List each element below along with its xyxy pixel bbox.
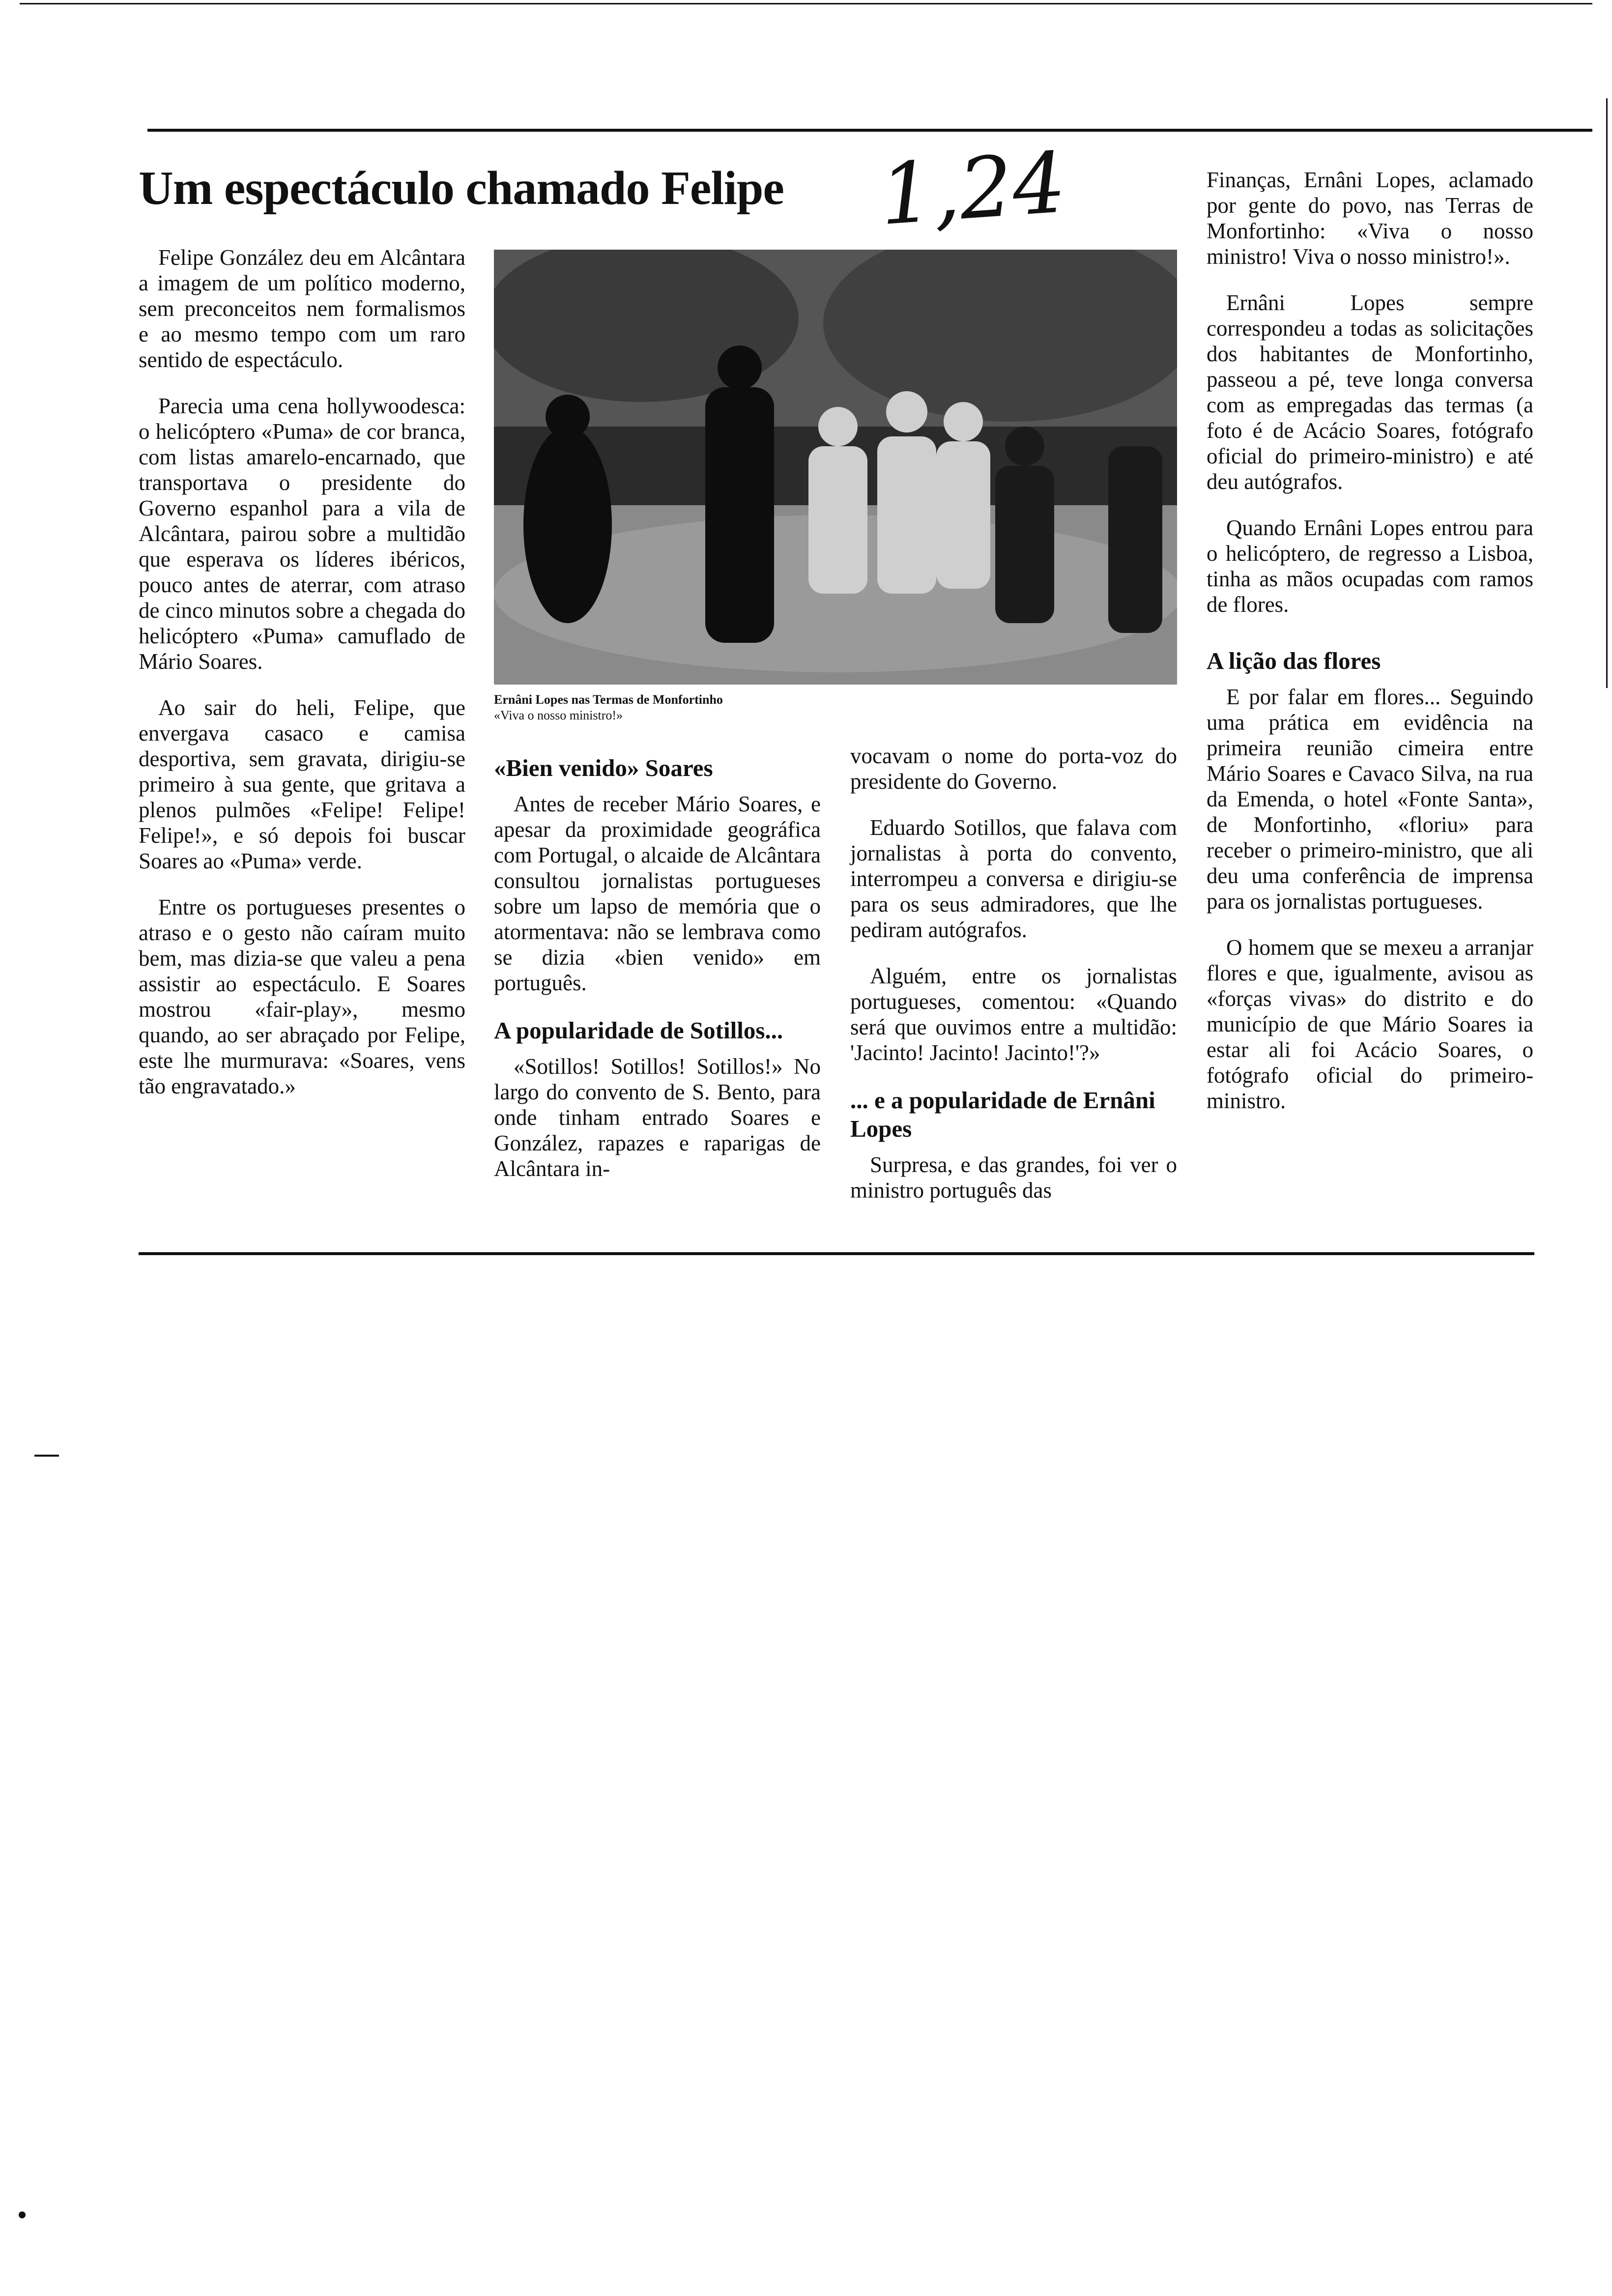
top-edge-rule (20, 3, 1592, 4)
col1-paragraph-4: Entre os portugueses presentes o atraso e o gesto não caíram muito bem, mas dizia-se que valeu a pena assistir ao espectáculo. E Soares mostrou «fair-play», mesmo quando, ao ser abraçado por Felipe, este lhe murmurava: «Soares, vens tão engravatado.» (139, 895, 465, 1098)
right-scan-edge (1606, 98, 1608, 688)
subhead-popularidade-ernani: ... e a popularidade de Ernâni Lopes (850, 1087, 1155, 1142)
top-border-rule (147, 129, 1592, 132)
column-2 (494, 743, 821, 1202)
handwritten-page-number: 1,24 (876, 134, 1069, 244)
col3-paragraph-3: Alguém, entre os jornalistas portugueses, comentou: «Quando será que ouvimos entre a multidão: 'Jacinto! Jacinto! Jacinto!'?» (850, 964, 1177, 1065)
column-3 (850, 743, 1177, 1224)
col4-paragraph-1: Finanças, Ernâni Lopes, aclamado por gente do povo, nas Terras de Monfortinho: «Viva o nosso ministro! Viva o nosso ministro!». (1207, 168, 1533, 269)
col3-paragraph-2: Eduardo Sotillos, que falava com jornalistas à porta do convento, interrompeu a conversa e dirigiu-se para os seus admiradores, que lhe pediram autógrafos. (850, 815, 1177, 942)
col4-paragraph-2: Ernâni Lopes sempre correspondeu a todas as solicitações dos habitantes de Monfortinho, passeou a pé, teve longa conversa com as empregadas das termas (a foto é de Acácio Soares, fotógrafo oficial do primeiro-ministro) e até deu autógrafos. (1207, 290, 1533, 494)
subhead-popularidade-sotillos: A popularidade de Sotillos... (494, 1017, 783, 1044)
column-4 (1207, 167, 1533, 1134)
col1-paragraph-1: Felipe González deu em Alcântara a imagem de um político moderno, sem preconceitos nem formalismos e ao mesmo tempo com um raro sentido de espectáculo. (139, 245, 465, 372)
col2-paragraph-1: Antes de receber Mário Soares, e apesar da proximidade geográfica com Portugal, o alcaide de Alcântara consultou jornalistas portugueses sobre um lapso de memória que o atormentava: não se lembrava como se dizia «bien venido» em português. (494, 792, 821, 995)
col3-paragraph-1: vocavam o nome do porta-voz do presidente do Governo. (850, 744, 1177, 794)
col4-paragraph-3: Quando Ernâni Lopes entrou para o helicóptero, de regresso a Lisboa, tinha as mãos ocupadas com ramos de flores. (1207, 516, 1533, 617)
column-1 (139, 245, 465, 1119)
margin-dash-mark (34, 1455, 59, 1457)
photo-caption (494, 692, 1177, 723)
col1-paragraph-3: Ao sair do heli, Felipe, que envergava casaco e camisa desportiva, sem gravata, dirigiu-se primeiro à sua gente, que gritava a plenos pulmões «Felipe! Felipe! Felipe!», e só depois foi buscar Soares ao «Puma» verde. (139, 695, 465, 873)
headline: Um espectáculo chamado Felipe (139, 162, 784, 215)
bottom-border-rule (139, 1252, 1534, 1255)
col3-paragraph-4: Surpresa, e das grandes, foi ver o ministro português das (850, 1152, 1177, 1203)
article-photo (494, 250, 1177, 685)
caption-quote: «Viva o nosso ministro!» (494, 708, 623, 722)
caption-title: Ernâni Lopes nas Termas de Monfortinho (494, 692, 723, 707)
col2-paragraph-2: «Sotillos! Sotillos! Sotillos!» No largo do convento de S. Bento, para onde tinham entrado Soares e González, rapazes e raparigas de Alcântara in- (494, 1054, 821, 1181)
photo-scene (494, 250, 1177, 685)
col1-paragraph-2: Parecia uma cena hollywoodesca: o helicóptero «Puma» de cor branca, com listas amarelo-encarnado, que transportava o presidente do Governo espanhol para a vila de Alcântara, pairou sobre a multidão que esperava os líderes ibéricos, pouco antes de aterrar, com atraso de cinco minutos sobre a chegada do helicóptero «Puma» camuflado de Mário Soares. (139, 394, 465, 674)
col4-paragraph-5: O homem que se mexeu a arranjar flores e que, igualmente, avisou as «forças vivas» do distrito e do município de que Mário Soares ia estar ali foi Acácio Soares, o fotógrafo oficial do primeiro-ministro. (1207, 935, 1533, 1113)
subhead-bien-venido: «Bien venido» Soares (494, 754, 713, 781)
margin-dot-mark (19, 2211, 26, 2218)
col4-paragraph-4: E por falar em flores... Seguindo uma prática em evidência na primeira reunião cimeira entre Mário Soares e Cavaco Silva, na rua da Emenda, o hotel «Fonte Santa», de Monfortinho, «floriu» para receber o primeiro-ministro, que ali deu uma conferência de imprensa para os jornalistas portugueses. (1207, 685, 1533, 914)
subhead-licao-flores: A lição das flores (1207, 647, 1381, 674)
